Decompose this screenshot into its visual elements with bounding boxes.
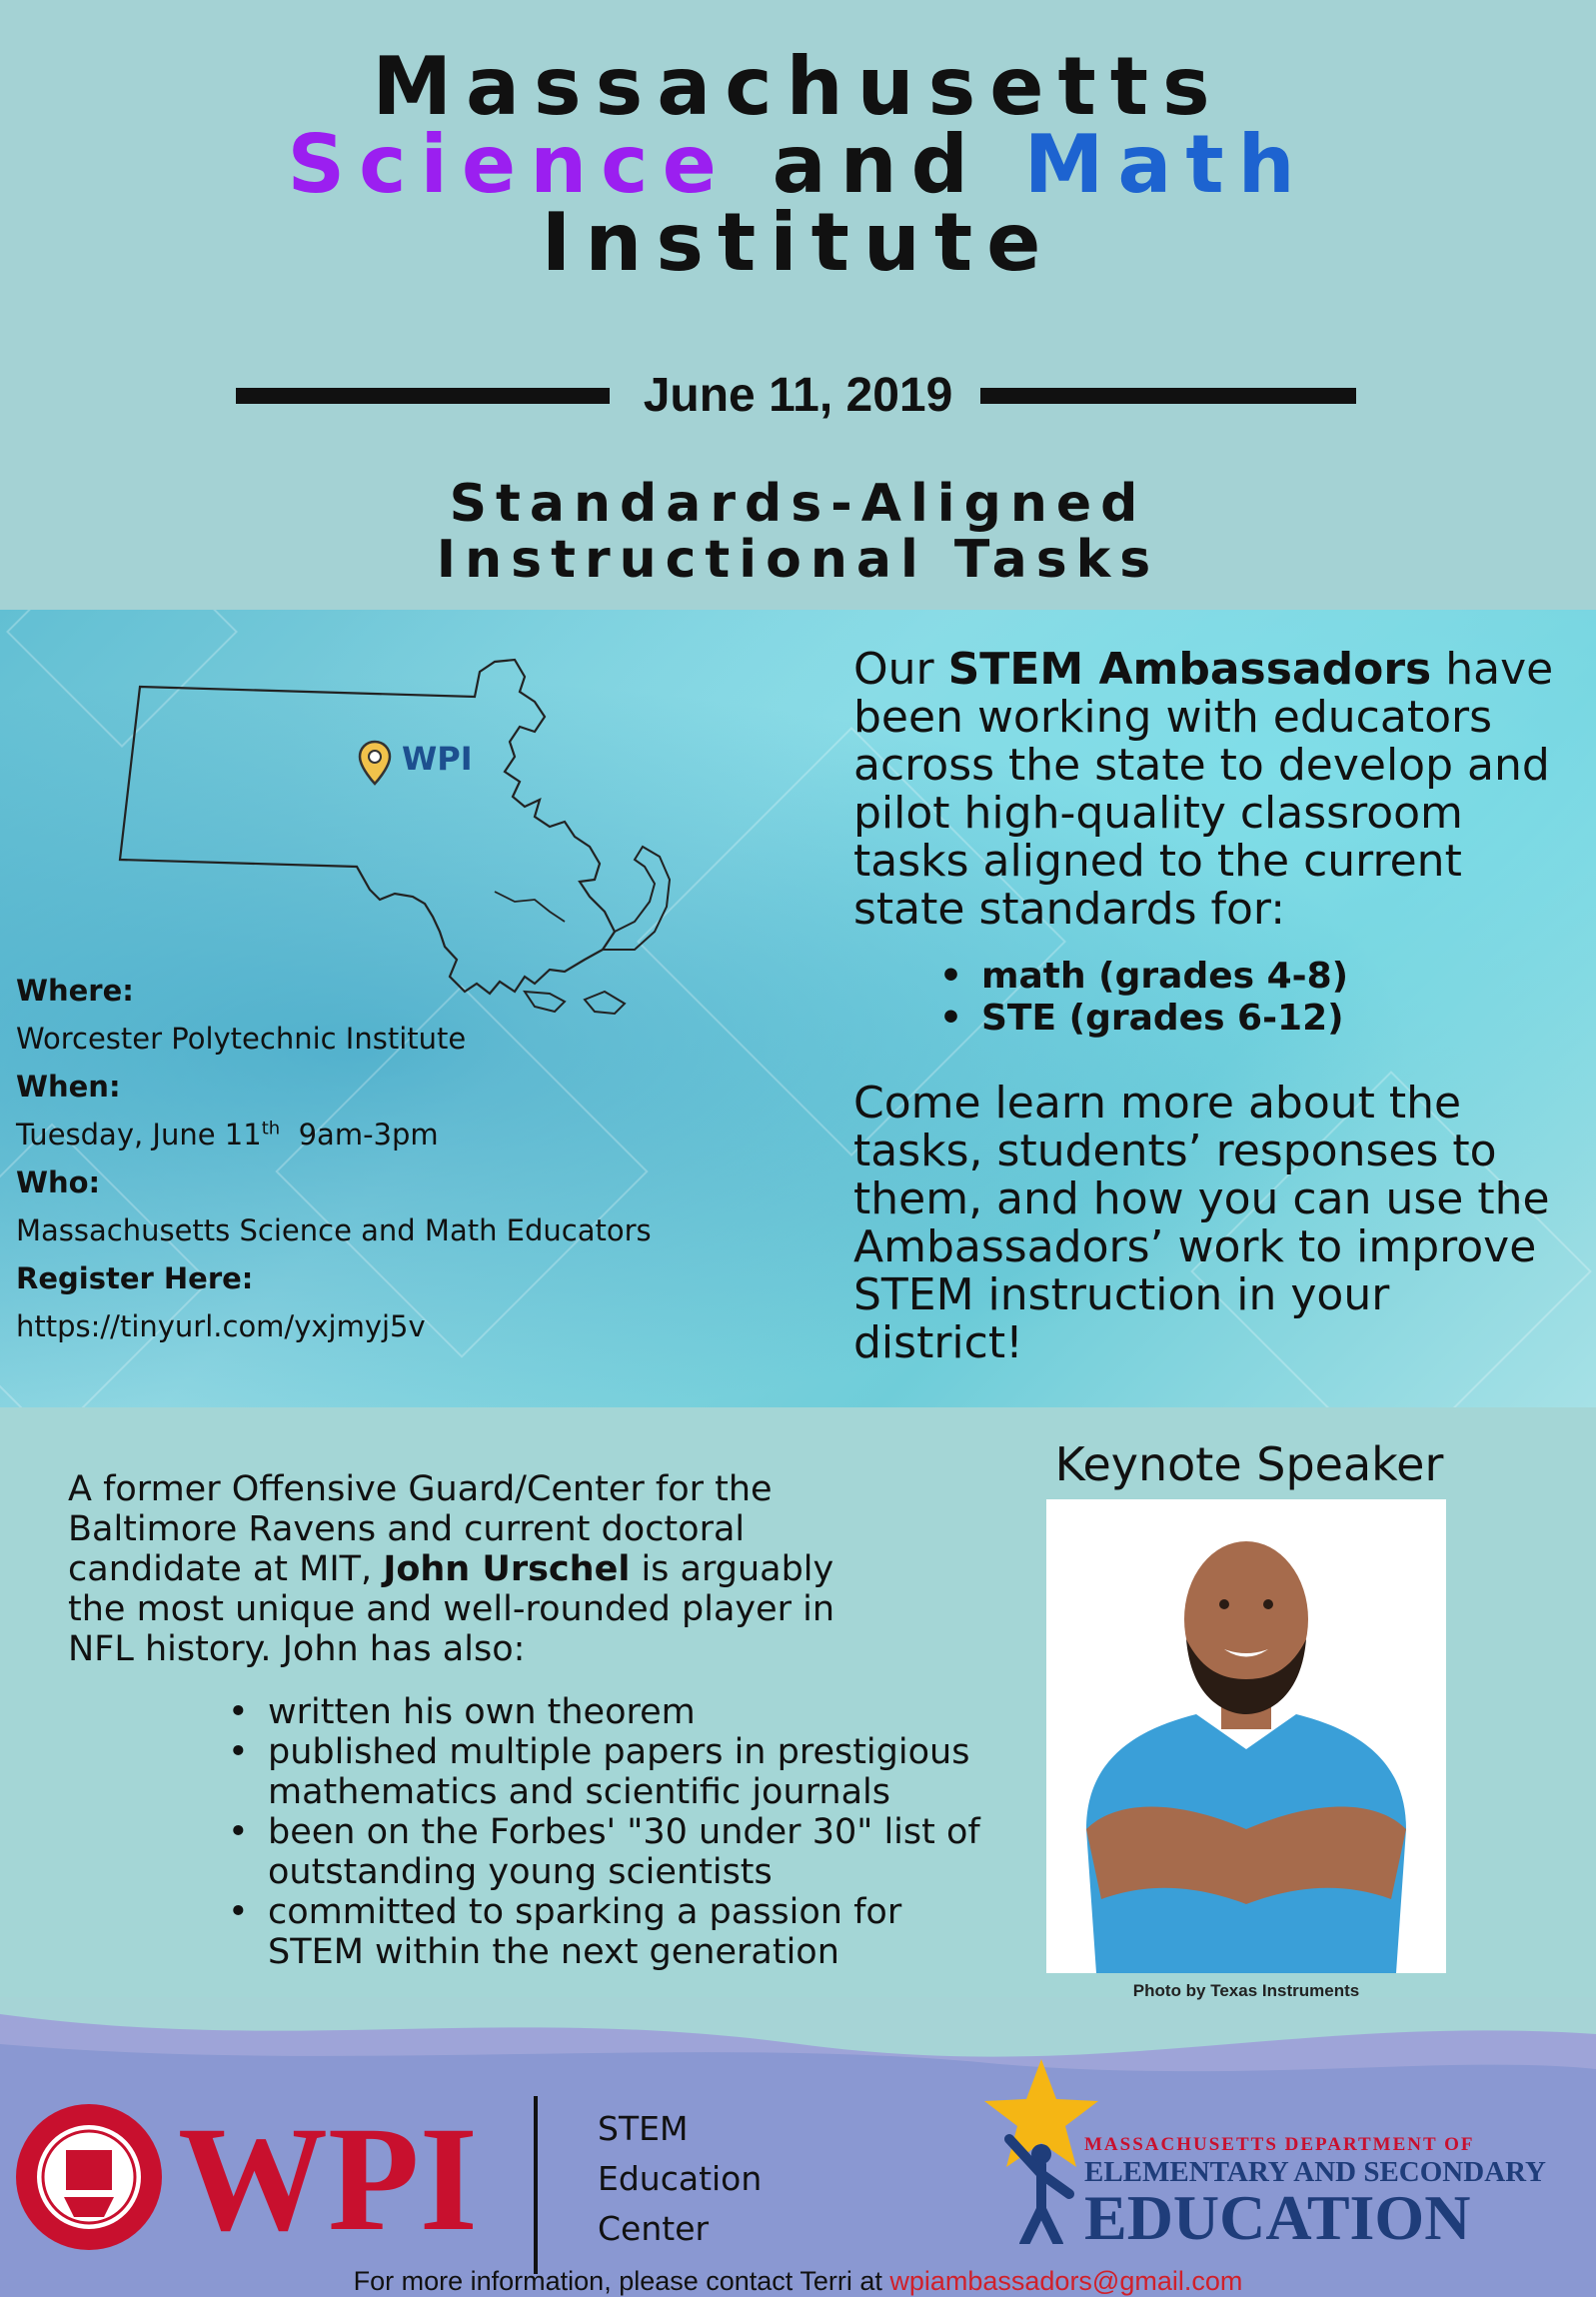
title-science: Science [287,118,731,211]
stem-ambassadors-emphasis: STEM Ambassadors [947,644,1432,695]
closing-paragraph [853,1080,1573,1367]
event-info-section [0,610,1596,1407]
title-line-1: Massachusetts [372,40,1224,133]
where-value: Worcester Polytechnic Institute [16,1022,467,1056]
speaker-section [0,1407,1596,2000]
closing-line: Ambassadors’ work to improve [853,1221,1537,1272]
speaker-portrait-illustration [1046,1499,1446,1973]
register-link[interactable]: https://tinyurl.com/yxjmyj5v [16,1309,426,1343]
footer-wave [0,1984,1596,2084]
intro-line: pilot high-quality classroom [853,788,1463,839]
title-and: and [730,118,1024,211]
achievement-item: • committed to sparking a passion for STEM within the next generation [268,1892,901,1972]
closing-line: STEM instruction in your district! [853,1269,1390,1368]
standards-bullet: • math (grades 4-8) [981,956,1348,997]
title-line-3: Institute [541,196,1055,289]
wpi-logo-text: WPI [178,2096,478,2262]
speaker-name: John Urschel [383,1549,631,1589]
contact-text: For more information, please contact Terri at [353,2266,890,2296]
achievement-item: • written his own theorem [268,1692,696,1732]
intro-paragraph [853,646,1573,934]
bio-line: Baltimore Ravens and current doctoral [68,1509,746,1549]
achievement-item: • been on the Forbes' "30 under 30" list of outstanding young scientists [268,1812,980,1892]
bio-line: A former Offensive Guard/Center for the [68,1469,773,1509]
where-label: Where: [16,974,134,1008]
intro-line: Our STEM Ambassadors have [853,644,1554,695]
wpi-seal [14,2102,164,2252]
subtitle-line-1: Standards-Aligned [449,474,1147,534]
bio-line: NFL history. John has also: [68,1629,526,1669]
closing-line: Come learn more about the [853,1078,1462,1129]
contact-line [0,2266,1596,2297]
doe-line-1: MASSACHUSETTS DEPARTMENT OF [1084,2134,1475,2155]
intro-line: state standards for: [853,884,1286,935]
doe-line-3: EDUCATION [1084,2182,1471,2253]
photo-credit: Photo by Texas Instruments [1132,1981,1360,2000]
map-marker-label: WPI [402,740,473,778]
intro-line: across the state to develop and [853,740,1550,791]
when-date: Tuesday, June 11 [16,1118,262,1151]
header-section [0,0,1596,610]
intro-line: tasks aligned to the current [853,836,1462,887]
when-label: When: [16,1070,121,1104]
when-value [16,1118,439,1151]
doe-line-2: ELEMENTARY AND SECONDARY [1084,2156,1547,2188]
register-label: Register Here: [16,1261,254,1295]
speaker-photo [1046,1499,1446,1973]
closing-line: them, and how you can use the [853,1173,1550,1224]
logo-divider [534,2096,538,2274]
bio-line: the most unique and well-rounded player in [68,1589,835,1629]
keynote-heading: Keynote Speaker [1054,1437,1444,1491]
closing-line: tasks, students’ responses to [853,1126,1497,1176]
who-label: Who: [16,1165,101,1199]
massachusetts-map [95,632,695,1032]
achievement-item: • published multiple papers in prestigious mathematics and scientific journals [268,1732,969,1812]
doe-star-figure-icon [984,2059,1099,2244]
when-time: 9am-3pm [298,1118,439,1151]
title-math: Math [1023,118,1309,211]
event-date: June 11, 2019 [643,369,953,422]
when-date-suffix: th [261,1118,281,1140]
date-rule-right [980,388,1356,404]
contact-email-link[interactable]: wpiambassadors@gmail.com [889,2266,1243,2296]
map-pin-icon [358,740,392,788]
bio-line: candidate at MIT, John Urschel is arguably [68,1549,834,1589]
speaker-bio [68,1469,967,1669]
footer-section [0,2084,1596,2297]
standards-bullet: • STE (grades 6-12) [981,998,1344,1039]
who-value: Massachusetts Science and Math Educators [16,1213,652,1247]
subtitle-line-2: Instructional Tasks [436,530,1160,590]
intro-line: been working with educators [853,692,1493,743]
stem-education-center: STEM Education Center [598,2109,763,2248]
